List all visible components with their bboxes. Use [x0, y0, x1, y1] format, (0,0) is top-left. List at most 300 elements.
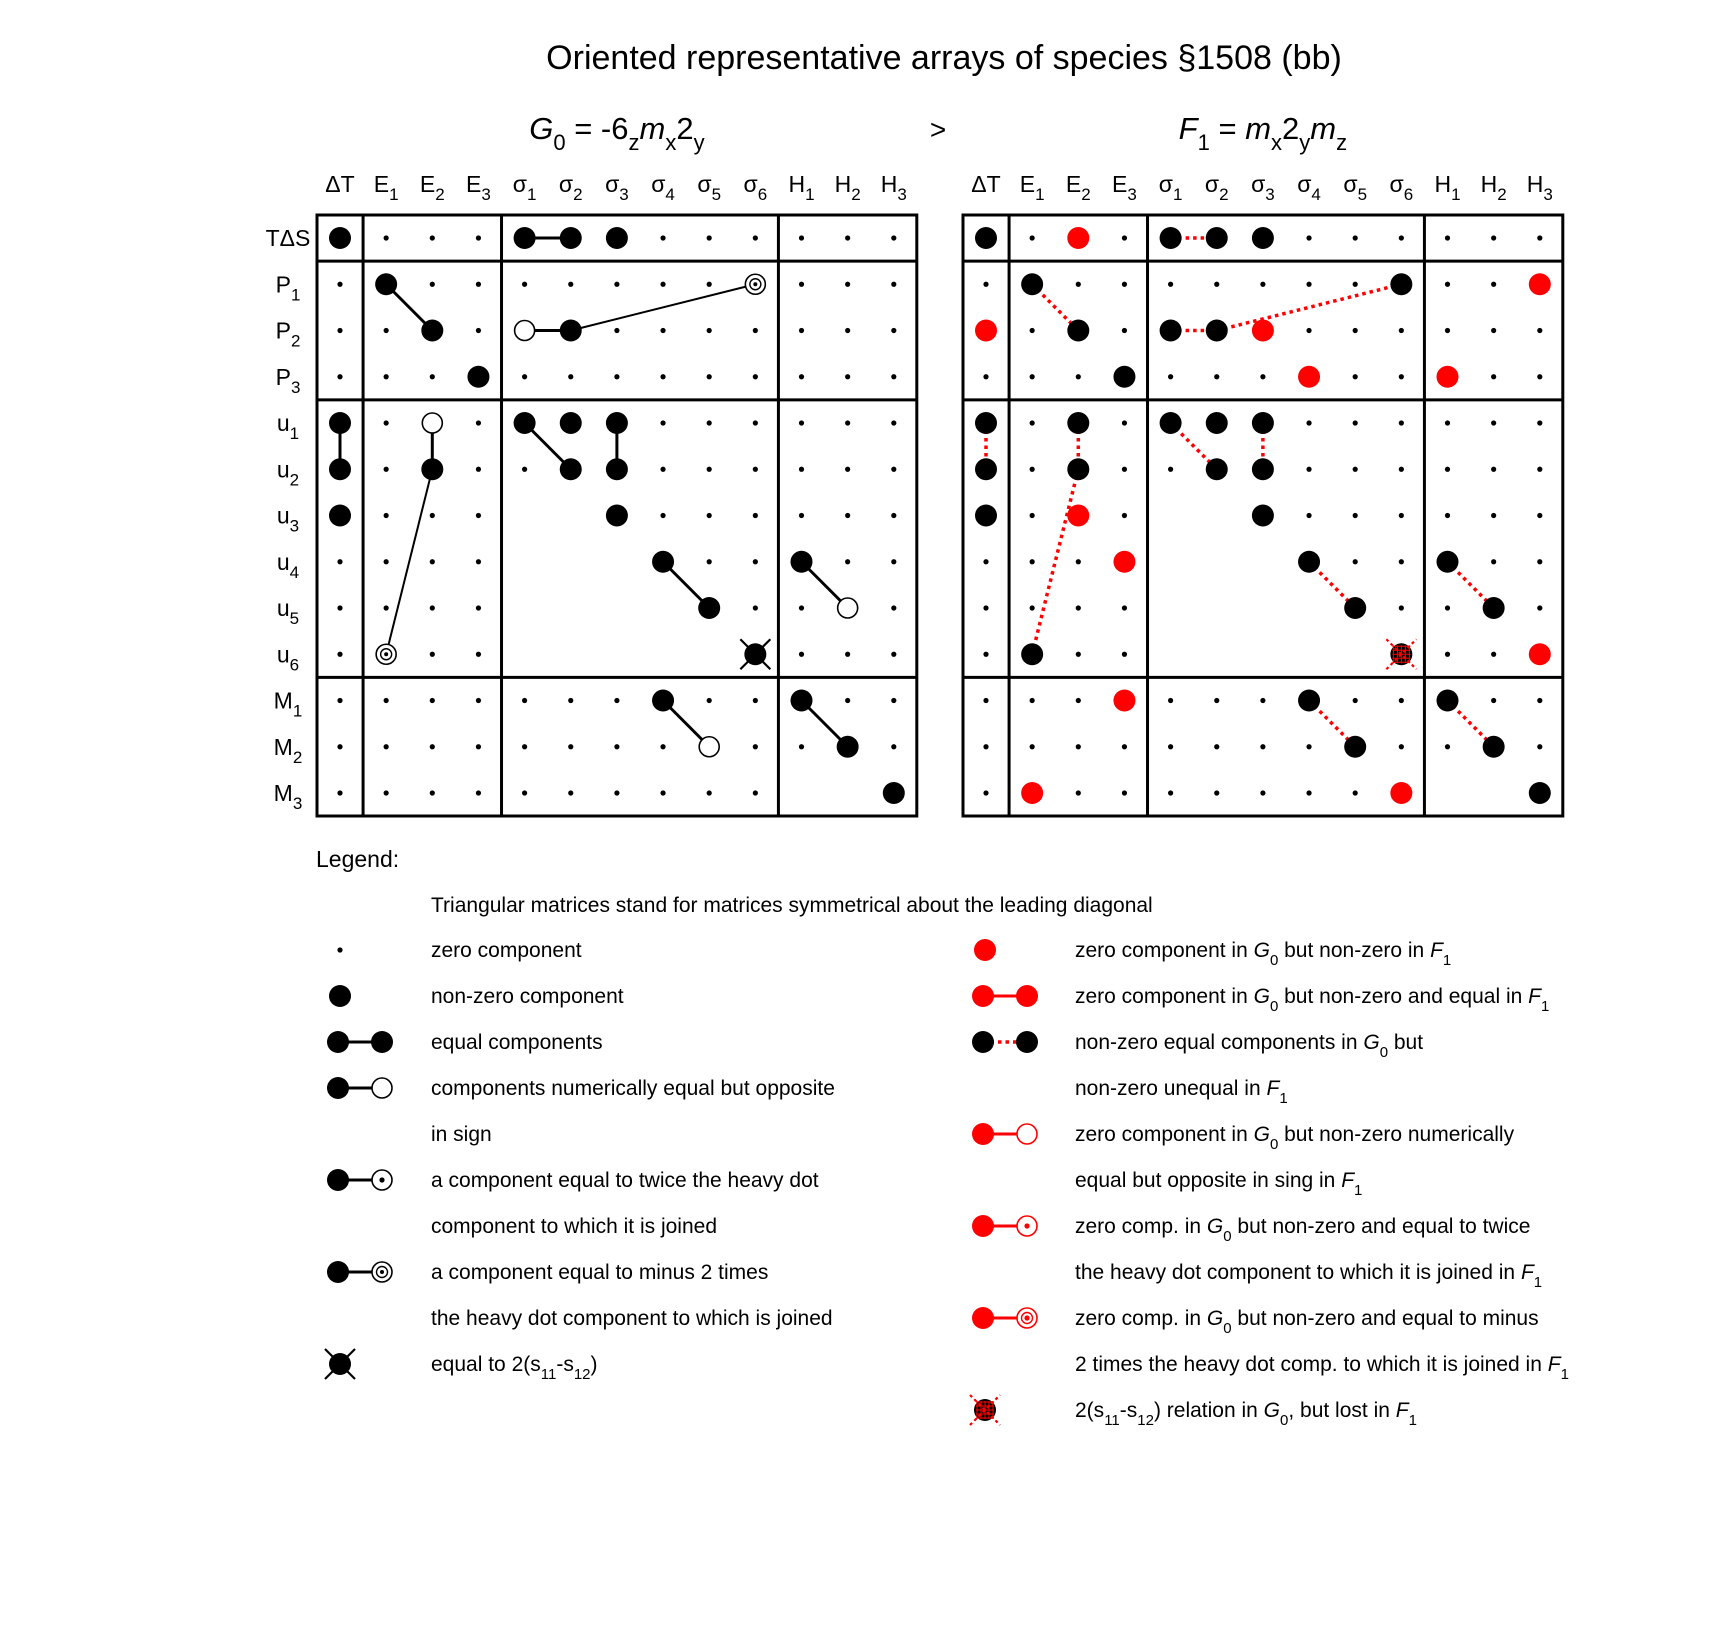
nonzero-component-dot: [1160, 227, 1182, 249]
zero-component-dot: [799, 282, 804, 287]
panel-heading: [529, 111, 704, 155]
nonzero-component-dot: [1390, 273, 1412, 295]
opposite-sign-circle: [838, 598, 858, 618]
subscript: 5: [1357, 185, 1368, 204]
text-run: F: [1178, 111, 1198, 146]
zero-component-dot: [1537, 513, 1542, 518]
zero-component-dot: [1076, 744, 1081, 749]
text-run: G: [1253, 939, 1270, 962]
zero-component-dot: [522, 698, 527, 703]
zero-component-dot: [476, 513, 481, 518]
nonzero-component-dot: [975, 227, 997, 249]
text-run: the heavy dot component to which it is joined in: [1075, 1261, 1521, 1284]
zero-component-dot: [1399, 374, 1404, 379]
zero-component-dot: [707, 467, 712, 472]
subscript: 0: [1269, 998, 1279, 1015]
red-opposite-circle: [1017, 1124, 1037, 1144]
text-run: H: [834, 171, 852, 197]
zero-component-dot: [891, 374, 896, 379]
nonzero-component-dot: [1067, 458, 1089, 480]
zero-component-dot: [1445, 744, 1450, 749]
zero-component-dot: [476, 744, 481, 749]
zero-component-dot: [384, 328, 389, 333]
nonzero-component-dot: [837, 736, 859, 758]
subscript: 3: [290, 377, 301, 397]
zero-component-dot: [891, 744, 896, 749]
text-run: E: [373, 171, 390, 197]
zero-component-dot: [1353, 559, 1358, 564]
text-run: G: [1206, 1307, 1224, 1330]
subscript: 4: [289, 562, 300, 582]
zero-component-dot: [1122, 513, 1127, 518]
zero-component-dot: [707, 790, 712, 795]
zero-component-dot: [753, 420, 758, 425]
red-component-dot: [974, 939, 996, 961]
nonzero-component-dot: [560, 458, 582, 480]
subscript: 4: [1311, 185, 1321, 204]
column-label: [1527, 171, 1553, 204]
text-run: F: [1528, 985, 1541, 1008]
link-line: [571, 284, 756, 330]
legend-text: [431, 1307, 833, 1330]
zero-component-dot: [1168, 790, 1173, 795]
text-run: M: [273, 780, 293, 806]
subscript: 1: [1408, 1412, 1417, 1429]
subscript: 2: [1219, 185, 1229, 204]
zero-component-dot: [1122, 420, 1127, 425]
minus-two-times-centre: [384, 652, 388, 656]
zero-component-dot: [707, 420, 712, 425]
zero-component-dot: [430, 744, 435, 749]
nonzero-component-dot: [1437, 551, 1459, 573]
zero-component-dot: [384, 513, 389, 518]
zero-component-dot: [337, 328, 342, 333]
column-label: [1390, 171, 1414, 204]
zero-component-dot: [1491, 559, 1496, 564]
joined-centre: [1024, 1223, 1029, 1228]
nonzero-component-dot: [972, 1031, 994, 1053]
zero-component-dot: [1491, 652, 1496, 657]
subscript: 0: [1280, 1412, 1289, 1429]
subscript: z: [1336, 130, 1348, 155]
link-line: [386, 469, 432, 654]
column-label: [651, 171, 675, 204]
zero-component-dot: [983, 698, 988, 703]
zero-component-dot: [1491, 282, 1496, 287]
row-label: [277, 549, 299, 582]
text-run: zero component in: [1075, 939, 1254, 962]
text-run: components numerically equal but opposite: [431, 1077, 835, 1100]
zero-component-dot: [1399, 698, 1404, 703]
legend-text: [1075, 985, 1549, 1015]
red-component-dot: [1113, 690, 1135, 712]
subscript: 2: [292, 747, 303, 767]
zero-component-dot: [753, 790, 758, 795]
legend-text: [1075, 1031, 1423, 1061]
zero-component-dot: [707, 698, 712, 703]
subscript: 2: [1497, 185, 1507, 204]
panel-g0: [266, 111, 917, 816]
text-run: G: [1253, 985, 1270, 1008]
legend-text: [431, 1169, 819, 1192]
text-run: u: [276, 410, 290, 436]
zero-component-dot: [1168, 374, 1173, 379]
zero-component-dot: [660, 328, 665, 333]
nonzero-component-dot: [329, 458, 351, 480]
nonzero-component-dot: [1067, 320, 1089, 342]
joined-centre: [379, 1177, 384, 1182]
zero-component-dot: [660, 374, 665, 379]
zero-component-dot: [891, 605, 896, 610]
zero-component-dot: [1445, 282, 1450, 287]
zero-component-dot: [1122, 328, 1127, 333]
text-run: but non-zero and equal in: [1278, 985, 1529, 1008]
nonzero-component-dot: [698, 597, 720, 619]
zero-component-dot: [845, 374, 850, 379]
column-label: [1112, 171, 1137, 204]
text-run: σ: [1389, 171, 1404, 197]
text-run: component to which it is joined: [431, 1215, 717, 1238]
zero-component-dot: [660, 790, 665, 795]
zero-component-dot: [1168, 282, 1173, 287]
zero-component-dot: [384, 420, 389, 425]
zero-component-dot: [476, 235, 481, 240]
text-run: F: [1430, 939, 1443, 962]
zero-component-dot: [568, 698, 573, 703]
text-run: zero comp. in: [1075, 1307, 1207, 1330]
subscript: 3: [292, 794, 303, 813]
nonzero-component-dot: [606, 505, 628, 527]
nonzero-component-dot: [329, 505, 351, 527]
text-run: F: [1520, 1261, 1534, 1284]
nonzero-component-dot: [1067, 412, 1089, 434]
column-label: [697, 171, 721, 204]
zero-component-dot: [799, 605, 804, 610]
text-run: u: [276, 502, 290, 529]
nonzero-component-dot: [1344, 736, 1366, 758]
nonzero-component-dot: [1206, 412, 1228, 434]
zero-component-dot: [568, 282, 573, 287]
zero-component-dot: [337, 605, 342, 610]
zero-component-dot: [430, 513, 435, 518]
subscript: 3: [289, 516, 300, 536]
zero-component-dot: [983, 374, 988, 379]
subscript: 3: [1543, 185, 1553, 204]
text-run: σ: [1343, 171, 1358, 197]
nonzero-component-dot: [514, 227, 536, 249]
subscript: 2: [851, 185, 861, 204]
subscript: 1: [526, 185, 537, 204]
opposite-sign-circle: [515, 321, 535, 341]
zero-component-dot: [1306, 420, 1311, 425]
zero-component-dot: [983, 282, 988, 287]
nonzero-component-dot: [791, 551, 813, 573]
subscript: 5: [711, 185, 722, 204]
text-run: H: [788, 171, 806, 197]
joined-centre: [1024, 1315, 1029, 1320]
column-label: [605, 171, 629, 204]
zero-component-dot: [1445, 235, 1450, 240]
zero-component-dot: [476, 282, 481, 287]
nonzero-component-dot: [975, 505, 997, 527]
nonzero-component-dot: [327, 1261, 349, 1283]
column-label: [744, 171, 768, 204]
legend-text: [1075, 1353, 1569, 1383]
column-label: [1159, 171, 1183, 204]
text-run: H: [1434, 171, 1452, 197]
zero-component-dot: [1030, 698, 1035, 703]
text-run: u: [276, 595, 290, 621]
zero-component-dot: [1353, 374, 1358, 379]
zero-component-dot: [799, 235, 804, 240]
text-run: but non-zero numerically: [1278, 1123, 1515, 1146]
zero-component-dot: [1030, 559, 1035, 564]
zero-component-dot: [476, 652, 481, 657]
subscript: 0: [1269, 1136, 1279, 1153]
zero-component-dot: [845, 328, 850, 333]
text-run: ΔT: [971, 171, 1001, 197]
zero-component-dot: [753, 328, 758, 333]
nonzero-component-dot: [1160, 412, 1182, 434]
nonzero-component-dot: [329, 412, 351, 434]
red-component-dot: [1252, 320, 1274, 342]
red-component-dot: [1067, 505, 1089, 527]
minus-two-times-centre: [753, 282, 757, 286]
subscript: 1: [1172, 185, 1183, 204]
zero-component-dot: [430, 559, 435, 564]
zero-component-dot: [1399, 513, 1404, 518]
row-label: [277, 595, 299, 628]
zero-component-dot: [660, 744, 665, 749]
zero-component-dot: [1445, 467, 1450, 472]
nonzero-component-dot: [1344, 597, 1366, 619]
zero-component-dot: [845, 235, 850, 240]
zero-component-dot: [1030, 328, 1035, 333]
column-label: [1481, 171, 1507, 204]
zero-component-dot: [1537, 744, 1542, 749]
zero-component-dot: [430, 790, 435, 795]
text-run: F: [1266, 1077, 1280, 1100]
subscript: 4: [665, 185, 675, 204]
column-label: [559, 171, 583, 204]
zero-component-dot: [753, 744, 758, 749]
legend-text: [431, 1261, 768, 1284]
row-label: [277, 503, 299, 536]
legend-text: [431, 1215, 717, 1238]
text-run: G: [1206, 1215, 1224, 1238]
legend-text: [1075, 939, 1451, 969]
row-label: [266, 225, 311, 251]
opposite-sign-circle: [699, 737, 719, 757]
row-label: [277, 410, 299, 443]
zero-component-dot: [476, 790, 481, 795]
subscript: 6: [1403, 185, 1414, 204]
zero-component-dot: [707, 513, 712, 518]
nonzero-component-dot: [1021, 643, 1043, 665]
legend-left-column: [325, 939, 835, 1383]
zero-component-dot: [1353, 235, 1358, 240]
red-component-dot: [1437, 366, 1459, 388]
text-run: 2(s: [1075, 1399, 1105, 1422]
zero-component-dot: [1399, 559, 1404, 564]
zero-component-dot: [983, 652, 988, 657]
zero-component-dot: [891, 559, 896, 564]
subscript: z: [628, 130, 640, 155]
text-run: a component equal to minus 2 times: [431, 1261, 769, 1284]
zero-component-dot: [753, 559, 758, 564]
zero-component-dot: [1076, 282, 1081, 287]
subscript: 0: [1379, 1044, 1389, 1061]
minus-two-times-centre: [380, 1270, 384, 1274]
zero-component-dot: [337, 744, 342, 749]
red-component-dot: [1390, 782, 1412, 804]
text-run: σ: [512, 171, 527, 197]
nonzero-component-dot: [1437, 690, 1459, 712]
zero-component-dot: [753, 467, 758, 472]
subscript: 1: [1442, 952, 1452, 969]
zero-component-dot: [983, 559, 988, 564]
subscript: 2: [289, 470, 300, 490]
zero-component-dot: [1491, 513, 1496, 518]
link-line: [1032, 469, 1078, 654]
zero-component-dot: [845, 467, 850, 472]
row-label: [276, 364, 301, 397]
zero-component-dot: [707, 559, 712, 564]
text-run: zero component in: [1075, 985, 1254, 1008]
zero-component-dot: [753, 698, 758, 703]
diagram-title: Oriented representative arrays of species §1508 (bb): [546, 39, 1342, 77]
zero-component-dot: [614, 744, 619, 749]
text-run: F: [1341, 1169, 1355, 1192]
text-run: in sign: [431, 1123, 492, 1146]
nonzero-component-dot: [606, 227, 628, 249]
subscript: 1: [805, 185, 815, 204]
zero-component-dot: [1399, 235, 1404, 240]
text-run: σ: [1251, 171, 1266, 197]
zero-component-dot: [522, 282, 527, 287]
text-run: G: [1363, 1031, 1380, 1054]
zero-component-dot: [1491, 235, 1496, 240]
text-run: σ: [651, 171, 666, 197]
column-label: [971, 171, 1000, 197]
nonzero-component-dot: [329, 227, 351, 249]
zero-component-dot: [384, 790, 389, 795]
zero-component-dot: [891, 420, 896, 425]
zero-component-dot: [845, 698, 850, 703]
nonzero-component-dot: [327, 1169, 349, 1191]
text-run: =: [1209, 111, 1246, 146]
nonzero-component-dot: [652, 551, 674, 573]
opposite-sign-circle: [372, 1078, 392, 1098]
zero-component-dot: [476, 605, 481, 610]
subscript: 1: [1035, 185, 1045, 204]
text-run: σ: [605, 171, 620, 197]
zero-component-dot: [1076, 559, 1081, 564]
zero-component-dot: [845, 420, 850, 425]
zero-component-dot: [1122, 467, 1127, 472]
red-component-dot: [1113, 551, 1135, 573]
subscript: 3: [619, 185, 629, 204]
nonzero-component-dot: [1113, 366, 1135, 388]
column-label: [1066, 171, 1091, 204]
nonzero-component-dot: [514, 412, 536, 434]
zero-component-dot: [1491, 374, 1496, 379]
text-run: m: [1245, 111, 1272, 146]
zero-component-dot: [384, 698, 389, 703]
nonzero-component-dot: [1483, 597, 1505, 619]
nonzero-component-dot: [1298, 551, 1320, 573]
legend-text: [1075, 1399, 1417, 1429]
legend-note: Triangular matrices stand for matrices symmetrical about the leading diagonal: [431, 894, 1153, 917]
text-run: a component equal to twice the heavy dot: [431, 1169, 819, 1192]
legend-text: [431, 939, 582, 962]
text-run: F: [1547, 1353, 1561, 1376]
text-run: equal components: [431, 1031, 603, 1054]
zero-component-dot: [1030, 235, 1035, 240]
column-label: [1205, 171, 1229, 204]
nonzero-component-dot: [606, 458, 628, 480]
text-run: u: [276, 548, 290, 575]
nonzero-component-dot: [606, 412, 628, 434]
column-label: [881, 171, 907, 204]
row-label: [276, 318, 301, 351]
zero-component-dot: [891, 698, 896, 703]
zero-component-dot: [568, 374, 573, 379]
text-run: E: [419, 171, 436, 197]
row-label: [277, 456, 299, 489]
subscript: 1: [1279, 1090, 1288, 1107]
zero-component-dot: [1122, 235, 1127, 240]
zero-component-dot: [1122, 652, 1127, 657]
text-run: σ: [1297, 171, 1312, 197]
subscript: 12: [573, 1366, 591, 1383]
zero-component-dot: [522, 790, 527, 795]
zero-component-dot: [337, 947, 342, 952]
column-label: [420, 171, 445, 204]
zero-component-dot: [476, 328, 481, 333]
zero-component-dot: [707, 374, 712, 379]
nonzero-component-dot: [1298, 690, 1320, 712]
nonzero-component-dot: [560, 320, 582, 342]
text-run: TΔS: [265, 225, 311, 251]
zero-component-dot: [753, 513, 758, 518]
zero-component-dot: [799, 744, 804, 749]
zero-component-dot: [799, 374, 804, 379]
zero-component-dot: [1306, 513, 1311, 518]
zero-component-dot: [799, 513, 804, 518]
zero-component-dot: [1445, 605, 1450, 610]
legend-text: [431, 1031, 603, 1054]
zero-component-dot: [1399, 744, 1404, 749]
zero-component-dot: [845, 513, 850, 518]
red-component-dot: [1021, 782, 1043, 804]
text-run: P: [275, 317, 291, 344]
text-run: σ: [697, 171, 712, 197]
zero-component-dot: [1306, 467, 1311, 472]
zero-component-dot: [707, 282, 712, 287]
zero-component-dot: [384, 559, 389, 564]
zero-component-dot: [1076, 652, 1081, 657]
zero-component-dot: [1445, 420, 1450, 425]
legend-text: [1075, 1307, 1539, 1337]
text-run: ): [590, 1353, 598, 1376]
red-component-dot: [1016, 985, 1038, 1007]
zero-component-dot: [1076, 374, 1081, 379]
zero-component-dot: [1537, 374, 1542, 379]
zero-component-dot: [1122, 282, 1127, 287]
legend-right-column: [970, 939, 1569, 1429]
nonzero-component-dot: [1529, 782, 1551, 804]
